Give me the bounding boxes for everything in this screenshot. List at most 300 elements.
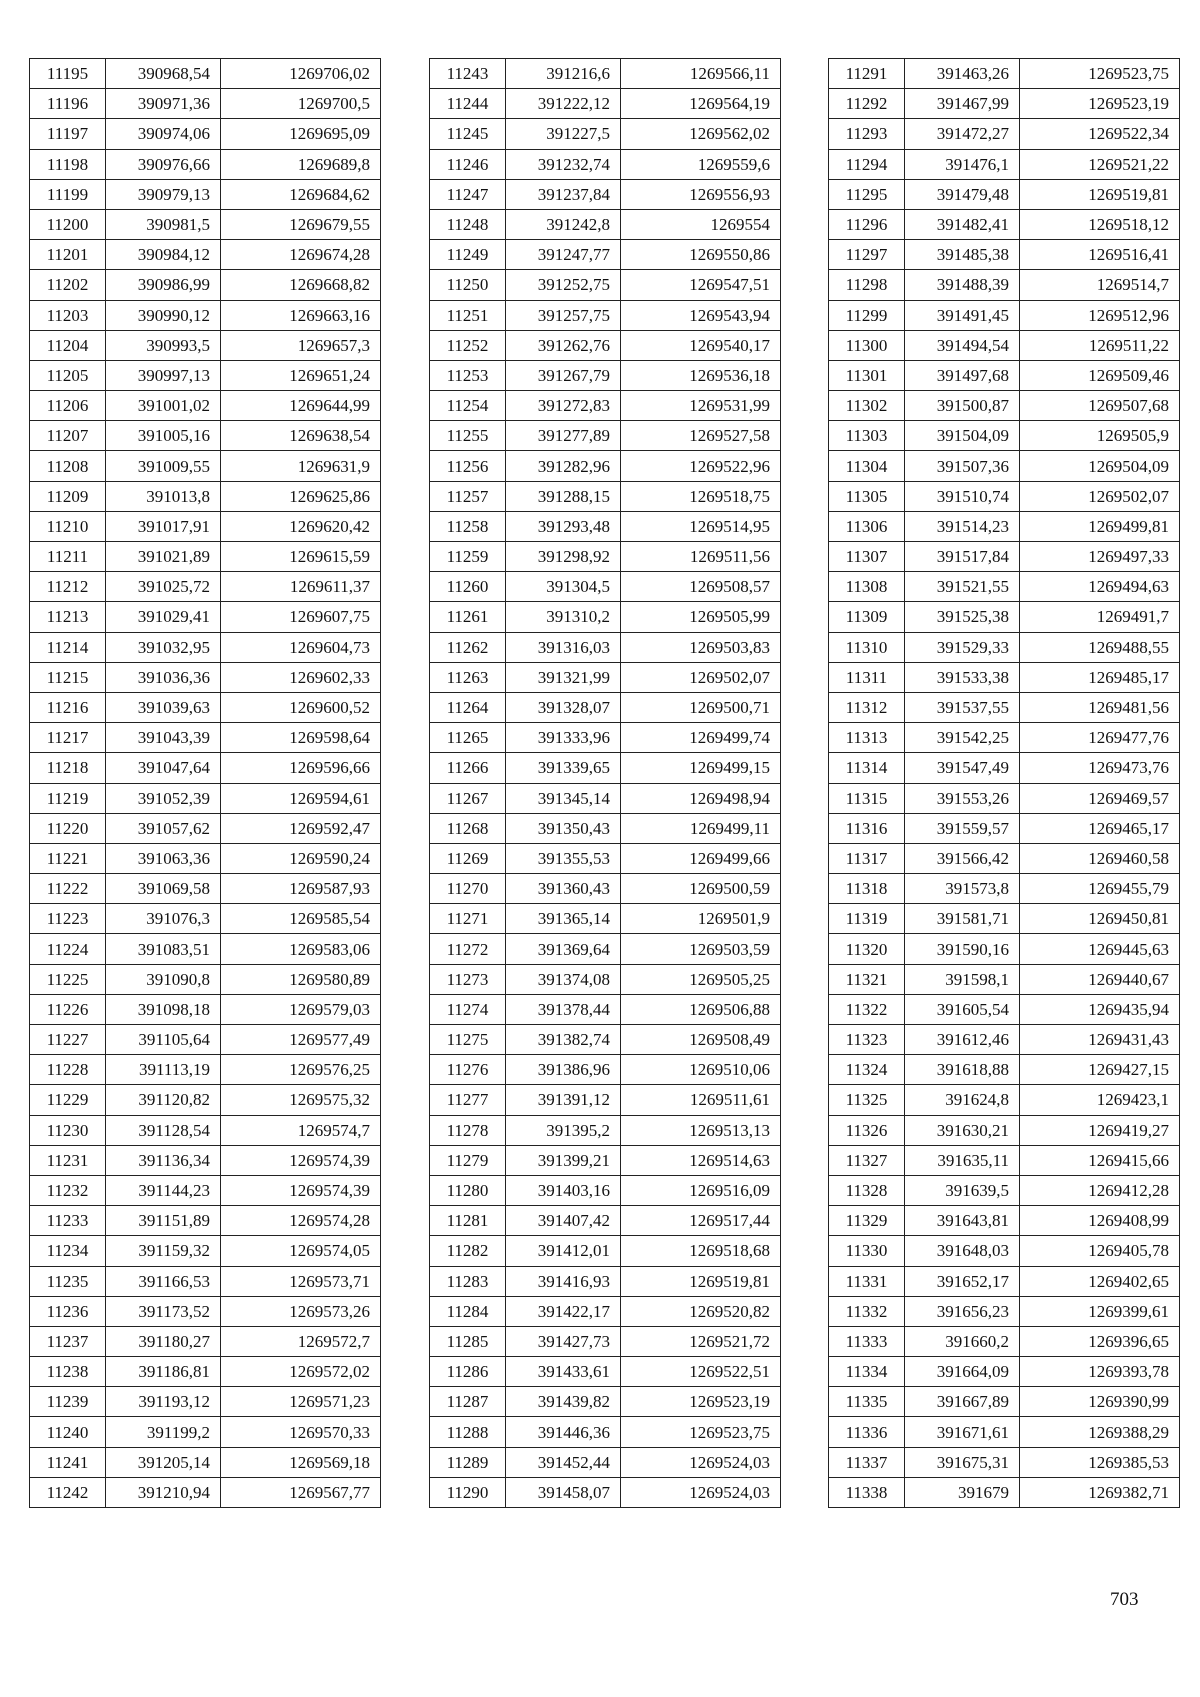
point-number-cell: 11273 xyxy=(430,964,506,994)
point-number-cell: 11337 xyxy=(829,1447,905,1477)
y-coordinate-cell: 1269504,09 xyxy=(1020,451,1180,481)
point-number-cell: 11238 xyxy=(30,1357,106,1387)
x-coordinate-cell: 391369,64 xyxy=(506,934,621,964)
table-row xyxy=(829,300,1180,330)
point-number-cell: 11259 xyxy=(430,542,506,572)
table-row xyxy=(30,360,381,390)
y-coordinate-cell: 1269502,07 xyxy=(1020,481,1180,511)
point-number-cell: 11290 xyxy=(430,1477,506,1507)
point-number-cell: 11239 xyxy=(30,1387,106,1417)
point-number-cell: 11250 xyxy=(430,270,506,300)
point-number-cell: 11331 xyxy=(829,1266,905,1296)
point-number-cell: 11196 xyxy=(30,89,106,119)
point-number-cell: 11261 xyxy=(430,602,506,632)
table-row xyxy=(829,119,1180,149)
x-coordinate-cell: 391144,23 xyxy=(106,1175,221,1205)
x-coordinate-cell: 391262,76 xyxy=(506,330,621,360)
point-number-cell: 11282 xyxy=(430,1236,506,1266)
point-number-cell: 11320 xyxy=(829,934,905,964)
table-row xyxy=(30,1025,381,1055)
y-coordinate-cell: 1269477,76 xyxy=(1020,723,1180,753)
point-number-cell: 11267 xyxy=(430,783,506,813)
x-coordinate-cell: 391047,64 xyxy=(106,753,221,783)
x-coordinate-cell: 391009,55 xyxy=(106,451,221,481)
x-coordinate-cell: 391422,17 xyxy=(506,1296,621,1326)
table-row xyxy=(430,1206,781,1236)
table-row xyxy=(30,783,381,813)
x-coordinate-cell: 391479,48 xyxy=(905,179,1020,209)
y-coordinate-cell: 1269499,66 xyxy=(621,843,781,873)
y-coordinate-cell: 1269445,63 xyxy=(1020,934,1180,964)
point-number-cell: 11283 xyxy=(430,1266,506,1296)
table-row xyxy=(829,1145,1180,1175)
table-row xyxy=(829,1387,1180,1417)
table-row xyxy=(829,1357,1180,1387)
x-coordinate-cell: 391521,55 xyxy=(905,572,1020,602)
point-number-cell: 11287 xyxy=(430,1387,506,1417)
point-number-cell: 11285 xyxy=(430,1326,506,1356)
x-coordinate-cell: 391328,07 xyxy=(506,692,621,722)
point-number-cell: 11220 xyxy=(30,813,106,843)
y-coordinate-cell: 1269638,54 xyxy=(221,421,381,451)
table-row xyxy=(430,1025,781,1055)
x-coordinate-cell: 391675,31 xyxy=(905,1447,1020,1477)
x-coordinate-cell: 391166,53 xyxy=(106,1266,221,1296)
point-number-cell: 11311 xyxy=(829,662,905,692)
y-coordinate-cell: 1269564,19 xyxy=(621,89,781,119)
point-number-cell: 11264 xyxy=(430,692,506,722)
point-number-cell: 11245 xyxy=(430,119,506,149)
x-coordinate-cell: 391427,73 xyxy=(506,1326,621,1356)
x-coordinate-cell: 390974,06 xyxy=(106,119,221,149)
y-coordinate-cell: 1269519,81 xyxy=(1020,179,1180,209)
x-coordinate-cell: 391476,1 xyxy=(905,149,1020,179)
point-number-cell: 11235 xyxy=(30,1266,106,1296)
y-coordinate-cell: 1269431,43 xyxy=(1020,1025,1180,1055)
y-coordinate-cell: 1269625,86 xyxy=(221,481,381,511)
x-coordinate-cell: 391257,75 xyxy=(506,300,621,330)
point-number-cell: 11288 xyxy=(430,1417,506,1447)
x-coordinate-cell: 391624,8 xyxy=(905,1085,1020,1115)
y-coordinate-cell: 1269427,15 xyxy=(1020,1055,1180,1085)
x-coordinate-cell: 391186,81 xyxy=(106,1357,221,1387)
y-coordinate-cell: 1269423,1 xyxy=(1020,1085,1180,1115)
x-coordinate-cell: 391467,99 xyxy=(905,89,1020,119)
point-number-cell: 11299 xyxy=(829,300,905,330)
table-row xyxy=(30,300,381,330)
point-number-cell: 11226 xyxy=(30,994,106,1024)
x-coordinate-cell: 391395,2 xyxy=(506,1115,621,1145)
table-row xyxy=(430,1115,781,1145)
x-coordinate-cell: 391529,33 xyxy=(905,632,1020,662)
point-number-cell: 11208 xyxy=(30,451,106,481)
y-coordinate-cell: 1269695,09 xyxy=(221,119,381,149)
y-coordinate-cell: 1269573,71 xyxy=(221,1266,381,1296)
table-row xyxy=(430,1417,781,1447)
table-row xyxy=(30,874,381,904)
x-coordinate-cell: 391216,6 xyxy=(506,59,621,89)
point-number-cell: 11225 xyxy=(30,964,106,994)
x-coordinate-cell: 391036,36 xyxy=(106,662,221,692)
y-coordinate-cell: 1269498,94 xyxy=(621,783,781,813)
table-row xyxy=(30,179,381,209)
table-row xyxy=(30,692,381,722)
x-coordinate-cell: 390984,12 xyxy=(106,240,221,270)
x-coordinate-cell: 391316,03 xyxy=(506,632,621,662)
point-number-cell: 11307 xyxy=(829,542,905,572)
point-number-cell: 11316 xyxy=(829,813,905,843)
y-coordinate-cell: 1269523,75 xyxy=(621,1417,781,1447)
table-row xyxy=(30,1236,381,1266)
table-row xyxy=(30,813,381,843)
y-coordinate-cell: 1269506,88 xyxy=(621,994,781,1024)
table-row xyxy=(430,934,781,964)
y-coordinate-cell: 1269473,76 xyxy=(1020,753,1180,783)
x-coordinate-cell: 391679 xyxy=(905,1477,1020,1507)
x-coordinate-cell: 391566,42 xyxy=(905,843,1020,873)
x-coordinate-cell: 391310,2 xyxy=(506,602,621,632)
x-coordinate-cell: 391298,92 xyxy=(506,542,621,572)
y-coordinate-cell: 1269598,64 xyxy=(221,723,381,753)
y-coordinate-cell: 1269569,18 xyxy=(221,1447,381,1477)
point-number-cell: 11230 xyxy=(30,1115,106,1145)
table-row xyxy=(30,421,381,451)
table-row xyxy=(829,59,1180,89)
y-coordinate-cell: 1269554 xyxy=(621,209,781,239)
table-row xyxy=(30,662,381,692)
y-coordinate-cell: 1269501,9 xyxy=(621,904,781,934)
x-coordinate-cell: 391076,3 xyxy=(106,904,221,934)
x-coordinate-cell: 391222,12 xyxy=(506,89,621,119)
y-coordinate-cell: 1269488,55 xyxy=(1020,632,1180,662)
x-coordinate-cell: 391032,95 xyxy=(106,632,221,662)
table-row xyxy=(30,542,381,572)
point-number-cell: 11315 xyxy=(829,783,905,813)
table-row xyxy=(829,330,1180,360)
x-coordinate-cell: 391537,55 xyxy=(905,692,1020,722)
y-coordinate-cell: 1269570,33 xyxy=(221,1417,381,1447)
point-number-cell: 11197 xyxy=(30,119,106,149)
x-coordinate-cell: 391025,72 xyxy=(106,572,221,602)
x-coordinate-cell: 391063,36 xyxy=(106,843,221,873)
x-coordinate-cell: 391360,43 xyxy=(506,874,621,904)
point-number-cell: 11309 xyxy=(829,602,905,632)
x-coordinate-cell: 391525,38 xyxy=(905,602,1020,632)
table-row xyxy=(30,511,381,541)
y-coordinate-cell: 1269679,55 xyxy=(221,209,381,239)
x-coordinate-cell: 391136,34 xyxy=(106,1145,221,1175)
point-number-cell: 11211 xyxy=(30,542,106,572)
table-row xyxy=(30,240,381,270)
table-row xyxy=(430,179,781,209)
table-row xyxy=(430,391,781,421)
table-row xyxy=(829,360,1180,390)
x-coordinate-cell: 391039,63 xyxy=(106,692,221,722)
y-coordinate-cell: 1269523,19 xyxy=(621,1387,781,1417)
point-number-cell: 11219 xyxy=(30,783,106,813)
x-coordinate-cell: 391005,16 xyxy=(106,421,221,451)
table-row xyxy=(430,632,781,662)
y-coordinate-cell: 1269631,9 xyxy=(221,451,381,481)
x-coordinate-cell: 391001,02 xyxy=(106,391,221,421)
y-coordinate-cell: 1269499,15 xyxy=(621,753,781,783)
point-number-cell: 11202 xyxy=(30,270,106,300)
x-coordinate-cell: 391180,27 xyxy=(106,1326,221,1356)
point-number-cell: 11260 xyxy=(430,572,506,602)
point-number-cell: 11229 xyxy=(30,1085,106,1115)
table-row xyxy=(829,1266,1180,1296)
y-coordinate-cell: 1269388,29 xyxy=(1020,1417,1180,1447)
y-coordinate-cell: 1269408,99 xyxy=(1020,1206,1180,1236)
x-coordinate-cell: 390968,54 xyxy=(106,59,221,89)
table-row xyxy=(30,1115,381,1145)
x-coordinate-cell: 391227,5 xyxy=(506,119,621,149)
point-number-cell: 11256 xyxy=(430,451,506,481)
x-coordinate-cell: 391105,64 xyxy=(106,1025,221,1055)
x-coordinate-cell: 391013,8 xyxy=(106,481,221,511)
table-row xyxy=(829,1447,1180,1477)
x-coordinate-cell: 391500,87 xyxy=(905,391,1020,421)
table-row xyxy=(430,723,781,753)
x-coordinate-cell: 391237,84 xyxy=(506,179,621,209)
table-row xyxy=(430,813,781,843)
table-row xyxy=(30,1145,381,1175)
point-number-cell: 11272 xyxy=(430,934,506,964)
table-row xyxy=(30,572,381,602)
x-coordinate-cell: 391494,54 xyxy=(905,330,1020,360)
y-coordinate-cell: 1269521,22 xyxy=(1020,149,1180,179)
point-number-cell: 11293 xyxy=(829,119,905,149)
point-number-cell: 11313 xyxy=(829,723,905,753)
y-coordinate-cell: 1269587,93 xyxy=(221,874,381,904)
point-number-cell: 11263 xyxy=(430,662,506,692)
point-number-cell: 11247 xyxy=(430,179,506,209)
table-row xyxy=(30,994,381,1024)
y-coordinate-cell: 1269663,16 xyxy=(221,300,381,330)
table-row xyxy=(30,391,381,421)
table-row xyxy=(430,1387,781,1417)
x-coordinate-cell: 391098,18 xyxy=(106,994,221,1024)
x-coordinate-cell: 391282,96 xyxy=(506,451,621,481)
y-coordinate-cell: 1269524,03 xyxy=(621,1447,781,1477)
x-coordinate-cell: 391412,01 xyxy=(506,1236,621,1266)
table-row xyxy=(430,511,781,541)
x-coordinate-cell: 391120,82 xyxy=(106,1085,221,1115)
table-row xyxy=(829,994,1180,1024)
table-row xyxy=(430,602,781,632)
y-coordinate-cell: 1269517,44 xyxy=(621,1206,781,1236)
point-number-cell: 11314 xyxy=(829,753,905,783)
x-coordinate-cell: 391491,45 xyxy=(905,300,1020,330)
point-number-cell: 11210 xyxy=(30,511,106,541)
table-row xyxy=(829,783,1180,813)
table-row xyxy=(30,119,381,149)
y-coordinate-cell: 1269567,77 xyxy=(221,1477,381,1507)
point-number-cell: 11323 xyxy=(829,1025,905,1055)
y-coordinate-cell: 1269674,28 xyxy=(221,240,381,270)
table-row xyxy=(30,270,381,300)
y-coordinate-cell: 1269657,3 xyxy=(221,330,381,360)
table-row xyxy=(430,300,781,330)
table-row xyxy=(829,421,1180,451)
x-coordinate-cell: 391277,89 xyxy=(506,421,621,451)
x-coordinate-cell: 391199,2 xyxy=(106,1417,221,1447)
x-coordinate-cell: 391069,58 xyxy=(106,874,221,904)
point-number-cell: 11248 xyxy=(430,209,506,239)
x-coordinate-cell: 390971,36 xyxy=(106,89,221,119)
y-coordinate-cell: 1269522,96 xyxy=(621,451,781,481)
y-coordinate-cell: 1269651,24 xyxy=(221,360,381,390)
y-coordinate-cell: 1269523,75 xyxy=(1020,59,1180,89)
point-number-cell: 11218 xyxy=(30,753,106,783)
table-row xyxy=(829,1055,1180,1085)
point-number-cell: 11276 xyxy=(430,1055,506,1085)
x-coordinate-cell: 391321,99 xyxy=(506,662,621,692)
x-coordinate-cell: 391365,14 xyxy=(506,904,621,934)
x-coordinate-cell: 391639,5 xyxy=(905,1175,1020,1205)
point-number-cell: 11338 xyxy=(829,1477,905,1507)
table-row xyxy=(430,119,781,149)
table-row xyxy=(829,270,1180,300)
y-coordinate-cell: 1269522,51 xyxy=(621,1357,781,1387)
y-coordinate-cell: 1269514,7 xyxy=(1020,270,1180,300)
y-coordinate-cell: 1269500,59 xyxy=(621,874,781,904)
table-row xyxy=(829,1085,1180,1115)
point-number-cell: 11304 xyxy=(829,451,905,481)
y-coordinate-cell: 1269465,17 xyxy=(1020,813,1180,843)
x-coordinate-cell: 390986,99 xyxy=(106,270,221,300)
table-row xyxy=(30,964,381,994)
x-coordinate-cell: 391559,57 xyxy=(905,813,1020,843)
y-coordinate-cell: 1269550,86 xyxy=(621,240,781,270)
point-number-cell: 11333 xyxy=(829,1326,905,1356)
x-coordinate-cell: 391128,54 xyxy=(106,1115,221,1145)
point-number-cell: 11258 xyxy=(430,511,506,541)
y-coordinate-cell: 1269455,79 xyxy=(1020,874,1180,904)
y-coordinate-cell: 1269514,95 xyxy=(621,511,781,541)
y-coordinate-cell: 1269574,39 xyxy=(221,1145,381,1175)
table-row xyxy=(430,89,781,119)
point-number-cell: 11336 xyxy=(829,1417,905,1447)
table-row xyxy=(430,1085,781,1115)
table-row xyxy=(30,904,381,934)
x-coordinate-cell: 391247,77 xyxy=(506,240,621,270)
table-row xyxy=(30,481,381,511)
point-number-cell: 11266 xyxy=(430,753,506,783)
x-coordinate-cell: 391452,44 xyxy=(506,1447,621,1477)
y-coordinate-cell: 1269556,93 xyxy=(621,179,781,209)
y-coordinate-cell: 1269580,89 xyxy=(221,964,381,994)
y-coordinate-cell: 1269509,46 xyxy=(1020,360,1180,390)
table-row xyxy=(430,1357,781,1387)
point-number-cell: 11233 xyxy=(30,1206,106,1236)
point-number-cell: 11201 xyxy=(30,240,106,270)
x-coordinate-cell: 391159,32 xyxy=(106,1236,221,1266)
x-coordinate-cell: 391652,17 xyxy=(905,1266,1020,1296)
point-number-cell: 11281 xyxy=(430,1206,506,1236)
point-number-cell: 11300 xyxy=(829,330,905,360)
table-row xyxy=(829,813,1180,843)
point-number-cell: 11198 xyxy=(30,149,106,179)
x-coordinate-cell: 391339,65 xyxy=(506,753,621,783)
point-number-cell: 11234 xyxy=(30,1236,106,1266)
table-row xyxy=(430,994,781,1024)
table-row xyxy=(430,1266,781,1296)
y-coordinate-cell: 1269596,66 xyxy=(221,753,381,783)
point-number-cell: 11222 xyxy=(30,874,106,904)
table-row xyxy=(430,330,781,360)
table-row xyxy=(430,1236,781,1266)
y-coordinate-cell: 1269405,78 xyxy=(1020,1236,1180,1266)
table-row xyxy=(30,149,381,179)
x-coordinate-cell: 391446,36 xyxy=(506,1417,621,1447)
table-row xyxy=(829,662,1180,692)
table-row xyxy=(430,451,781,481)
y-coordinate-cell: 1269540,17 xyxy=(621,330,781,360)
table-row xyxy=(430,209,781,239)
y-coordinate-cell: 1269571,23 xyxy=(221,1387,381,1417)
y-coordinate-cell: 1269503,59 xyxy=(621,934,781,964)
table-row xyxy=(30,1326,381,1356)
y-coordinate-cell: 1269574,7 xyxy=(221,1115,381,1145)
table-row xyxy=(30,1447,381,1477)
point-number-cell: 11236 xyxy=(30,1296,106,1326)
point-number-cell: 11310 xyxy=(829,632,905,662)
x-coordinate-cell: 391017,91 xyxy=(106,511,221,541)
y-coordinate-cell: 1269577,49 xyxy=(221,1025,381,1055)
y-coordinate-cell: 1269620,42 xyxy=(221,511,381,541)
point-number-cell: 11271 xyxy=(430,904,506,934)
y-coordinate-cell: 1269412,28 xyxy=(1020,1175,1180,1205)
x-coordinate-cell: 391630,21 xyxy=(905,1115,1020,1145)
point-number-cell: 11228 xyxy=(30,1055,106,1085)
point-number-cell: 11244 xyxy=(430,89,506,119)
y-coordinate-cell: 1269592,47 xyxy=(221,813,381,843)
point-number-cell: 11212 xyxy=(30,572,106,602)
table-row xyxy=(829,1417,1180,1447)
y-coordinate-cell: 1269499,74 xyxy=(621,723,781,753)
table-row xyxy=(430,1447,781,1477)
y-coordinate-cell: 1269566,11 xyxy=(621,59,781,89)
x-coordinate-cell: 391667,89 xyxy=(905,1387,1020,1417)
point-number-cell: 11274 xyxy=(430,994,506,1024)
table-row xyxy=(30,1175,381,1205)
y-coordinate-cell: 1269615,59 xyxy=(221,542,381,572)
x-coordinate-cell: 391391,12 xyxy=(506,1085,621,1115)
y-coordinate-cell: 1269511,56 xyxy=(621,542,781,572)
point-number-cell: 11200 xyxy=(30,209,106,239)
point-number-cell: 11268 xyxy=(430,813,506,843)
table-row xyxy=(829,904,1180,934)
point-number-cell: 11334 xyxy=(829,1357,905,1387)
x-coordinate-cell: 391553,26 xyxy=(905,783,1020,813)
table-row xyxy=(30,1085,381,1115)
point-number-cell: 11240 xyxy=(30,1417,106,1447)
x-coordinate-cell: 391288,15 xyxy=(506,481,621,511)
point-number-cell: 11295 xyxy=(829,179,905,209)
y-coordinate-cell: 1269607,75 xyxy=(221,602,381,632)
table-row xyxy=(30,632,381,662)
table-row xyxy=(829,1025,1180,1055)
point-number-cell: 11308 xyxy=(829,572,905,602)
x-coordinate-cell: 391333,96 xyxy=(506,723,621,753)
x-coordinate-cell: 391485,38 xyxy=(905,240,1020,270)
table-row xyxy=(430,662,781,692)
point-number-cell: 11216 xyxy=(30,692,106,722)
table-row xyxy=(829,209,1180,239)
table-row xyxy=(829,602,1180,632)
point-number-cell: 11265 xyxy=(430,723,506,753)
